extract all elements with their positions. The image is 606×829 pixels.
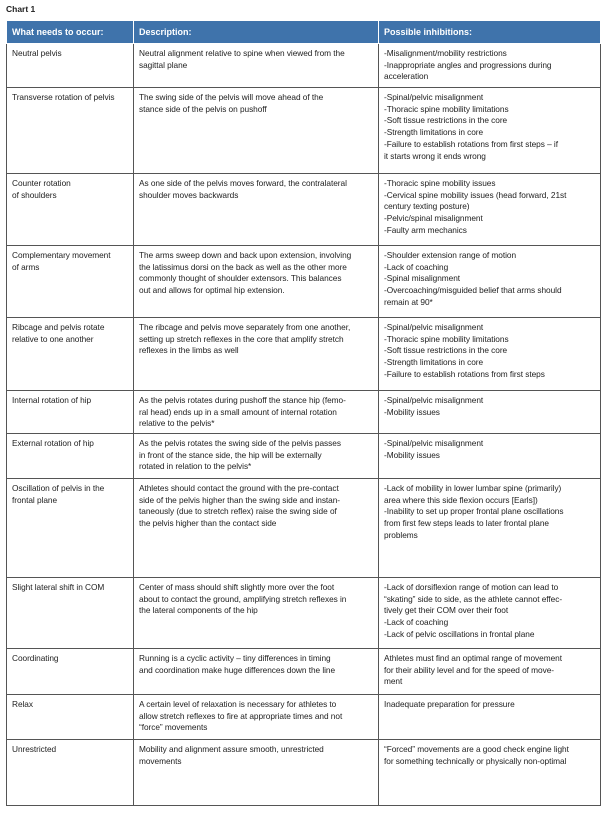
cell-inhibitions: “Forced” movements are a good check engine light for something technically or physically non-optimal (379, 740, 601, 806)
cell-inhibitions: -Lack of mobility in lower lumbar spine (primarily) area where this side flexion occurs [Earls]) -Inability to set up proper frontal plane oscillations from first few steps leads to later frontal plane problems (379, 479, 601, 578)
cell-inhibitions: -Spinal/pelvic misalignment -Mobility issues (379, 391, 601, 434)
inhibitions-table (6, 20, 601, 806)
cell-occur: Transverse rotation of pelvis (7, 88, 134, 174)
table-row (7, 318, 601, 391)
table-row (7, 391, 601, 434)
table-body (7, 44, 601, 806)
table-row (7, 578, 601, 649)
cell-description: Mobility and alignment assure smooth, unrestricted movements (134, 740, 379, 806)
table-row (7, 649, 601, 695)
cell-description: A certain level of relaxation is necessary for athletes to allow stretch reflexes to fire at appropriate times and not “force” movements (134, 695, 379, 740)
table-row (7, 740, 601, 806)
cell-description: Running is a cyclic activity – tiny differences in timing and coordination make huge differences down the line (134, 649, 379, 695)
cell-occur: Unrestricted (7, 740, 134, 806)
cell-description: Center of mass should shift slightly more over the foot about to contact the ground, amplifying stretch reflexes in the lateral components of the hip (134, 578, 379, 649)
cell-occur: Complementary movement of arms (7, 246, 134, 318)
header-what-needs-to-occur: What needs to occur: (7, 21, 134, 44)
cell-description: As the pelvis rotates during pushoff the stance hip (femo- ral head) ends up in a small amount of internal rotation relative to the pelvis* (134, 391, 379, 434)
chart-label: Chart 1 (6, 4, 36, 14)
cell-description: As one side of the pelvis moves forward, the contralateral shoulder moves backwards (134, 174, 379, 246)
cell-occur: Slight lateral shift in COM (7, 578, 134, 649)
cell-occur: Neutral pelvis (7, 44, 134, 88)
cell-occur: Ribcage and pelvis rotate relative to one another (7, 318, 134, 391)
cell-inhibitions: -Misalignment/mobility restrictions -Inappropriate angles and progressions during acceleration (379, 44, 601, 88)
cell-description: The ribcage and pelvis move separately from one another, setting up stretch reflexes in the core that amplify stretch reflexes in the limbs as well (134, 318, 379, 391)
cell-description: The arms sweep down and back upon extension, involving the latissimus dorsi on the back as well as the other more commonly thought of shoulder extensors. This balances out and allows for optimal hip extension. (134, 246, 379, 318)
cell-occur: External rotation of hip (7, 434, 134, 479)
table-row (7, 434, 601, 479)
cell-description: The swing side of the pelvis will move ahead of the stance side of the pelvis on pushoff (134, 88, 379, 174)
cell-inhibitions: -Spinal/pelvic misalignment -Thoracic spine mobility limitations -Soft tissue restrictions in the core -Strength limitations in core -Failure to establish rotations from first steps (379, 318, 601, 391)
cell-occur: Oscillation of pelvis in the frontal plane (7, 479, 134, 578)
cell-inhibitions: -Thoracic spine mobility issues -Cervical spine mobility issues (head forward, 21st century texting posture) -Pelvic/spinal misalignment -Faulty arm mechanics (379, 174, 601, 246)
header-description: Description: (134, 21, 379, 44)
cell-occur: Relax (7, 695, 134, 740)
cell-inhibitions: -Shoulder extension range of motion -Lack of coaching -Spinal misalignment -Overcoaching/misguided belief that arms should remain at 90* (379, 246, 601, 318)
cell-description: As the pelvis rotates the swing side of the pelvis passes in front of the stance side, the hip will be externally rotated in relation to the pelvis* (134, 434, 379, 479)
cell-description: Neutral alignment relative to spine when viewed from the sagittal plane (134, 44, 379, 88)
table-row (7, 695, 601, 740)
cell-inhibitions: Athletes must find an optimal range of movement for their ability level and for the speed of move- ment (379, 649, 601, 695)
cell-inhibitions: Inadequate preparation for pressure (379, 695, 601, 740)
cell-occur: Counter rotation of shoulders (7, 174, 134, 246)
table-row (7, 479, 601, 578)
cell-occur: Coordinating (7, 649, 134, 695)
header-possible-inhibitions: Possible inhibitions: (379, 21, 601, 44)
table-row (7, 44, 601, 88)
table-row (7, 174, 601, 246)
cell-inhibitions: -Spinal/pelvic misalignment -Thoracic spine mobility limitations -Soft tissue restrictions in the core -Strength limitations in core -Failure to establish rotations from first steps – if it starts wrong it ends wrong (379, 88, 601, 174)
table-header (7, 21, 601, 44)
table-row (7, 246, 601, 318)
cell-description: Athletes should contact the ground with the pre-contact side of the pelvis higher than the swing side and instan- taneously (due to stretch reflex) raise the swing side of the pelvis higher than the contact side (134, 479, 379, 578)
cell-inhibitions: -Spinal/pelvic misalignment -Mobility issues (379, 434, 601, 479)
table-row (7, 88, 601, 174)
cell-occur: Internal rotation of hip (7, 391, 134, 434)
cell-inhibitions: -Lack of dorsiflexion range of motion can lead to “skating” side to side, as the athlete cannot effec- tively get their COM over their foot -Lack of coaching -Lack of pelvic oscillations in frontal plane (379, 578, 601, 649)
